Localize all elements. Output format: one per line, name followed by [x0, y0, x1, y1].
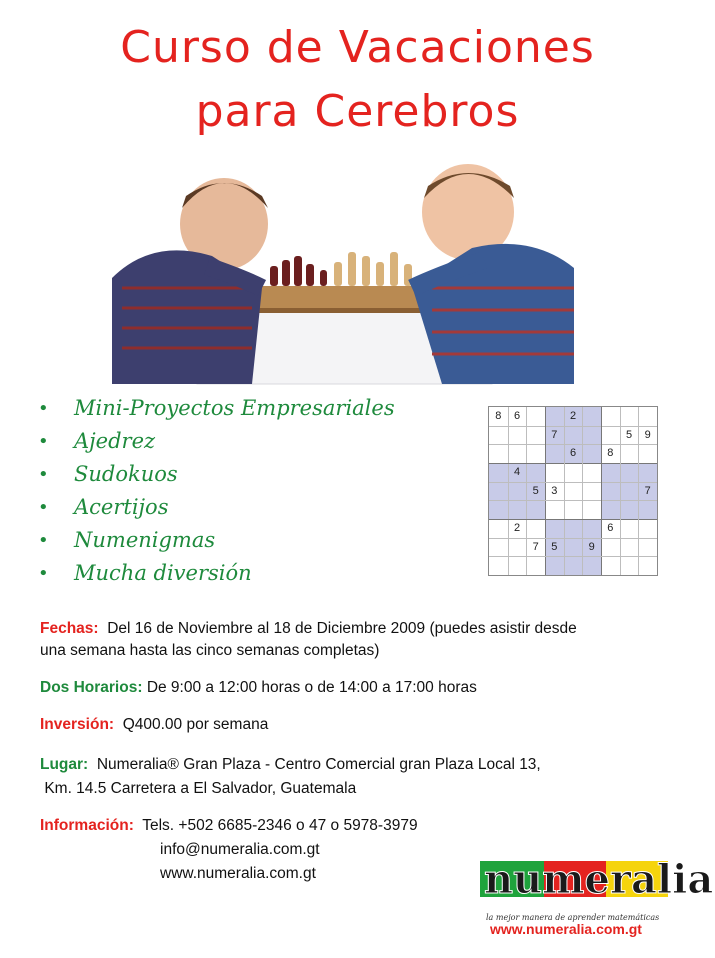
sudoku-cell: 7 [551, 428, 558, 441]
inversion-label: Inversión: [40, 716, 115, 733]
sudoku-cell: 2 [513, 522, 521, 534]
numeralia-logo-mark [480, 855, 714, 909]
fechas-block [40, 618, 680, 662]
info-web[interactable]: www.numeralia.com.gt [160, 865, 316, 882]
numeralia-logo [480, 855, 714, 937]
sudoku-cell: 5 [532, 484, 539, 497]
lugar-block [40, 753, 541, 801]
sudoku-cell: 7 [532, 540, 539, 553]
sudoku-cell: 8 [495, 410, 502, 422]
inversion-value: Q400.00 por semana [122, 716, 269, 733]
sudoku-cell: 4 [513, 466, 521, 478]
sudoku-cell: 8 [607, 447, 614, 460]
horarios-block [40, 679, 477, 697]
activity-item: • Acertijos [38, 491, 395, 524]
activity-item: • Mucha diversión [38, 557, 395, 590]
inversion-block [40, 716, 268, 734]
lugar-value: Numeralia® Gran Plaza - Centro Comercial gran Plaza Local 13, [96, 756, 541, 773]
fechas-label: Fechas: [40, 620, 99, 637]
sudoku-cell: 5 [551, 540, 558, 553]
logo-tagline: la mejor manera de aprender matemáticas [486, 913, 660, 922]
sudoku-cell: 6 [607, 522, 614, 534]
info-tel: Tels. +502 6685-2346 o 47 o 5978-3979 [142, 817, 418, 834]
sudoku-cell: 7 [644, 484, 651, 497]
fechas-value-2: una semana hasta las cinco semanas completas) [40, 642, 380, 659]
logo-url[interactable]: www.numeralia.com.gt [490, 921, 642, 937]
sudoku-grid [488, 406, 658, 576]
activities-list [38, 392, 395, 590]
chess-photo [112, 138, 574, 384]
sudoku-cell: 9 [588, 540, 595, 553]
logo-word: numeralia [484, 856, 714, 903]
sudoku-grid-line [601, 407, 602, 575]
lugar-label: Lugar: [40, 756, 89, 773]
sudoku-cell: 5 [625, 428, 633, 441]
sudoku-cell: 6 [569, 447, 577, 460]
sudoku-grid-line [508, 407, 509, 575]
lugar-value-2: Km. 14.5 Carretera a El Salvador, Guatemala [44, 780, 357, 797]
horarios-label: Dos Horarios: [40, 679, 143, 696]
sudoku-grid-line [489, 500, 657, 501]
chess-photo-illustration [112, 138, 574, 384]
title-line-1: Curso de Vacaciones [120, 22, 595, 73]
horarios-value: De 9:00 a 12:00 horas o de 14:00 a 17:00 horas [146, 679, 477, 696]
sudoku-grid-line [489, 482, 657, 483]
activity-item: • Sudokuos [38, 458, 395, 491]
info-email[interactable]: info@numeralia.com.gt [160, 841, 320, 858]
sudoku-grid-line [489, 556, 657, 557]
sudoku-cell: 3 [551, 484, 558, 497]
activity-item: • Mini-Proyectos Empresariales [38, 392, 395, 425]
sudoku-cell: 2 [569, 410, 577, 422]
sudoku-grid-line [489, 538, 657, 539]
activity-item: • Numenigmas [38, 524, 395, 557]
sudoku-cell: 6 [513, 410, 521, 422]
title-line-2: para Cerebros [195, 86, 520, 137]
activity-item: • Ajedrez [38, 425, 395, 458]
info-label: Información: [40, 817, 134, 834]
fechas-value: Del 16 de Noviembre al 18 de Diciembre 2009 (puedes asistir desde [107, 620, 577, 637]
sudoku-grid-line [564, 407, 565, 575]
sudoku-cell: 9 [644, 428, 651, 441]
info-block [40, 814, 418, 886]
